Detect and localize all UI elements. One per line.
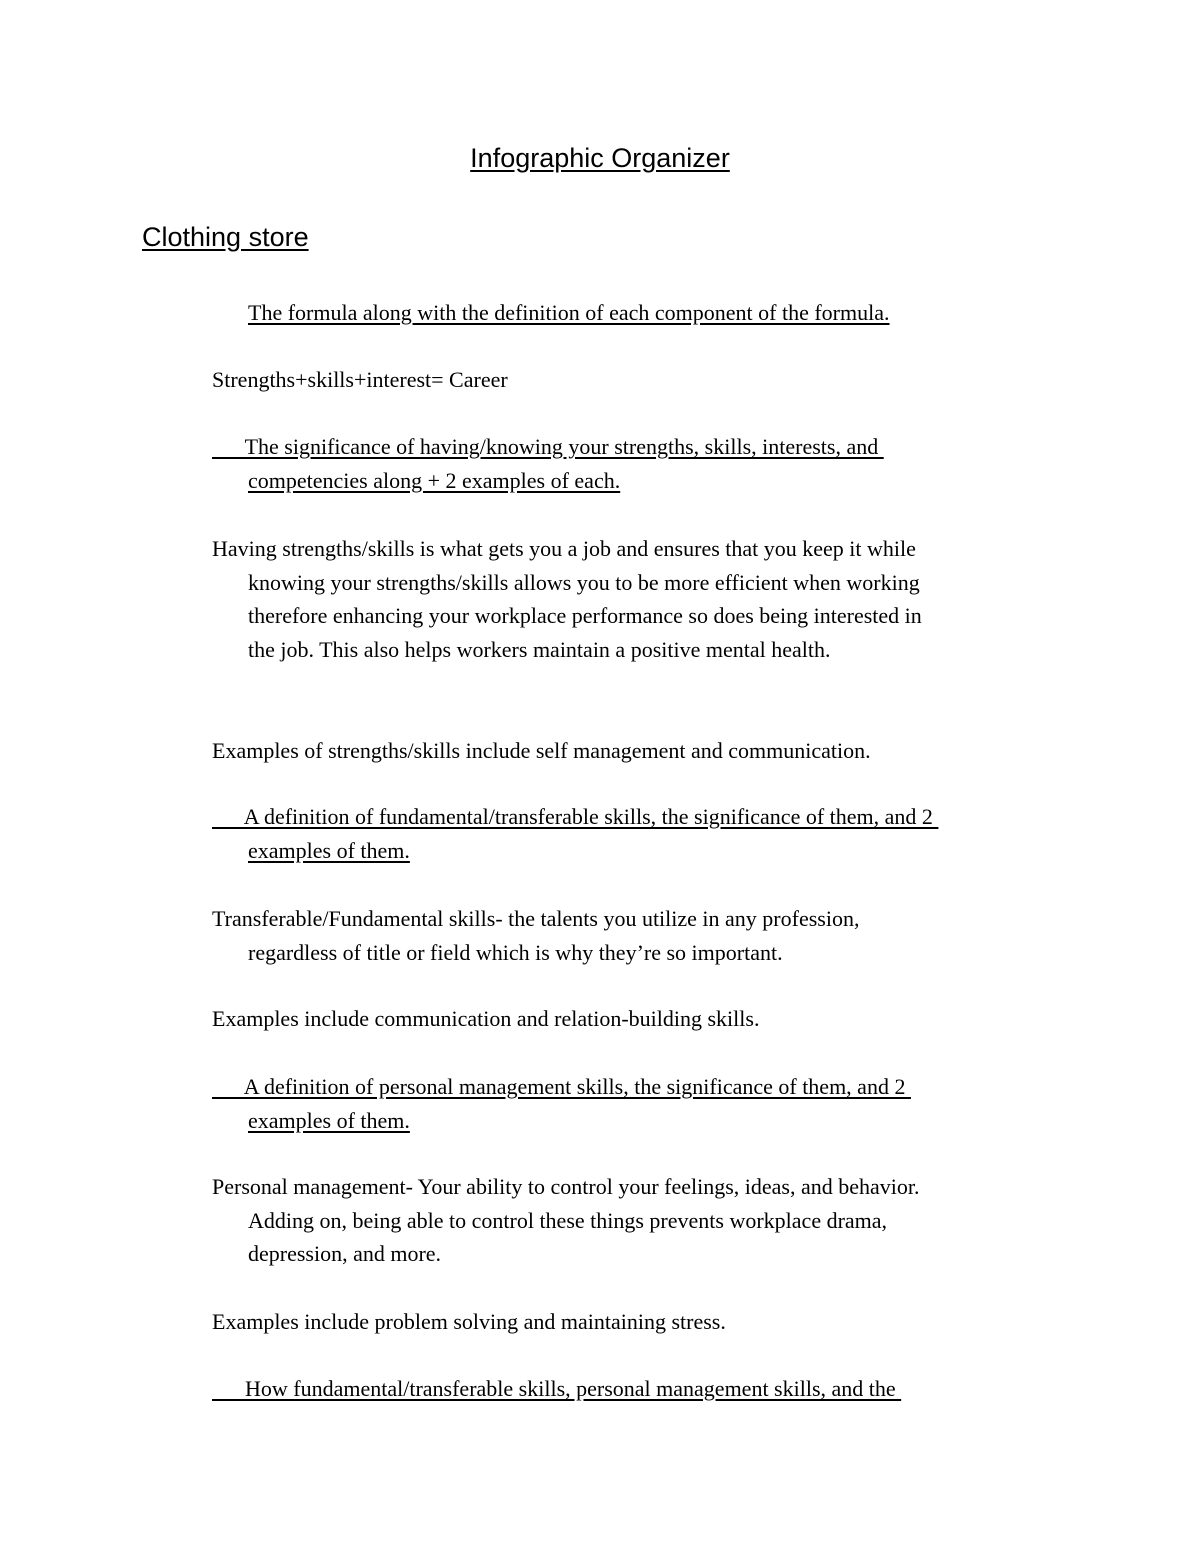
paragraph-line: Transferable/Fundamental skills- the talents you utilize in any profession, — [212, 906, 860, 931]
prompt-line: A definition of fundamental/transferable skills, the significance of them, and 2 — [212, 804, 939, 829]
paragraph-line: depression, and more. — [248, 1241, 442, 1267]
prompt-personal-management — [212, 1070, 911, 1137]
paragraph-personal-management — [212, 1170, 920, 1271]
paragraph-strengths — [212, 532, 922, 667]
paragraph-line: Having strengths/skills is what gets you a job and ensures that you keep it while — [212, 536, 916, 561]
prompt-line: How fundamental/transferable skills, personal management skills, and the — [212, 1376, 902, 1401]
prompt-line: The formula along with the definition of each component of the formula. — [248, 300, 890, 325]
paragraph-line: the job. This also helps workers maintain a positive mental health. — [248, 637, 831, 663]
prompt-line: examples of them. — [248, 837, 410, 863]
prompt-line: A definition of personal management skills, the significance of them, and 2 — [212, 1074, 911, 1099]
paragraph-line: regardless of title or field which is why they’re so important. — [248, 939, 783, 965]
paragraph-strength-examples: Examples of strengths/skills include self management and communication. — [212, 738, 871, 763]
paragraph-transferable-examples: Examples include communication and relation-building skills. — [212, 1006, 760, 1031]
paragraph-personal-examples: Examples include problem solving and maintaining stress. — [212, 1309, 726, 1334]
paragraph-line: Adding on, being able to control these things prevents workplace drama, — [248, 1207, 888, 1233]
paragraph-line: therefore enhancing your workplace performance so does being interested in — [248, 603, 922, 629]
prompt-significance — [212, 430, 884, 497]
prompt-how-skills — [212, 1372, 901, 1406]
document-subtitle: Clothing store — [142, 222, 309, 252]
prompt-line: examples of them. — [248, 1107, 410, 1133]
paragraph-line: Personal management- Your ability to control your feelings, ideas, and behavior. — [212, 1174, 920, 1199]
paragraph-line: knowing your strengths/skills allows you to be more efficient when working — [248, 569, 920, 595]
formula-text: Strengths+skills+interest= Career — [212, 367, 508, 392]
paragraph-transferable — [212, 902, 859, 969]
prompt-formula — [248, 296, 889, 330]
document-title: Infographic Organizer — [470, 143, 730, 173]
prompt-transferable — [212, 800, 938, 867]
prompt-line: competencies along + 2 examples of each. — [248, 467, 621, 493]
prompt-line: The significance of having/knowing your strengths, skills, interests, and — [212, 434, 884, 459]
